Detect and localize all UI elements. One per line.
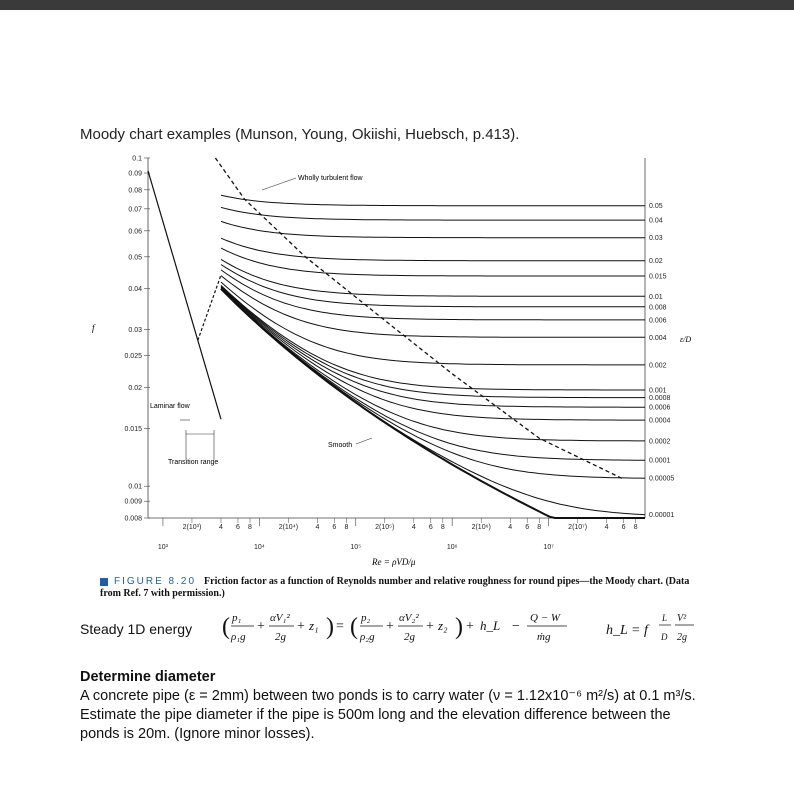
energy-label: Steady 1D energy (80, 621, 193, 637)
problem-title: Determine diameter (80, 669, 216, 685)
plus-2: + (297, 619, 305, 634)
x-minor-label: 8 (440, 524, 445, 531)
x-minor-label: 2(10³) (182, 524, 202, 531)
roughness-curve (221, 221, 645, 237)
roughness-label: 0.002 (649, 362, 667, 370)
darcy-2g: 2g (677, 632, 687, 643)
y-tick-label: 0.09 (128, 170, 142, 178)
roughness-curve (221, 238, 645, 261)
x-major-label: 10⁶ (446, 544, 458, 551)
y-tick-label: 0.07 (128, 206, 142, 214)
roughness-label: 0.004 (649, 334, 667, 342)
equals: = (336, 619, 344, 634)
roughness-curve (221, 270, 645, 320)
turbulent-label: Wholly turbulent flow (298, 175, 363, 182)
x-major-label: 10⁷ (543, 544, 554, 551)
y-tick-label: 0.04 (128, 286, 142, 294)
roughness-label: 0.00001 (649, 512, 675, 520)
eq-qw: Q − W (530, 612, 561, 624)
eq-rho-g1: ρ₁g (231, 631, 246, 643)
y-tick-label: 0.008 (124, 515, 142, 523)
y-tick-label: 0.05 (128, 254, 142, 262)
paren-open-2: ( (350, 614, 358, 640)
x-minor-label: 4 (315, 524, 320, 531)
f-axis-label: f (92, 323, 95, 333)
paren-open-1: ( (222, 614, 230, 640)
paren-close-1: ) (326, 614, 334, 640)
x-minor-label: 4 (604, 524, 609, 531)
roughness-curve (221, 248, 645, 276)
roughness-label: 0.00005 (649, 475, 675, 483)
eq-2g-1: 2g (275, 631, 286, 643)
problem-line-2: Estimate the pipe diameter if the pipe is 500m long and the elevation difference between the (80, 707, 671, 723)
minus: − (512, 619, 520, 634)
x-minor-label: 4 (219, 524, 223, 531)
plus-4: + (426, 619, 434, 634)
roughness-curve (221, 207, 645, 220)
roughness-label: 0.015 (649, 273, 667, 281)
x-minor-label: 6 (332, 524, 337, 531)
y-tick-label: 0.009 (124, 498, 142, 506)
laminar-label: Laminar flow (150, 403, 190, 410)
plus-5: + (466, 619, 474, 634)
x-minor-label: 2(10⁵) (375, 524, 395, 531)
smooth-arrow (356, 438, 372, 444)
roughness-label: 0.0008 (649, 395, 671, 403)
roughness-label: 0.04 (649, 217, 663, 225)
roughness-label: 0.006 (649, 317, 667, 325)
energy-equation (222, 606, 702, 652)
y-tick-label: 0.06 (128, 228, 142, 236)
eq-p1: p₁ (232, 612, 242, 624)
x-minor-label: 6 (236, 524, 240, 531)
plus-3: + (386, 619, 394, 634)
x-minor-label: 8 (537, 524, 542, 531)
x-minor-label: 6 (428, 524, 433, 531)
laminar-line (148, 171, 221, 419)
smooth-curve (221, 289, 645, 518)
darcy-lhs: h_L = f (606, 623, 648, 638)
x-major-label: 10⁵ (350, 544, 362, 551)
rel-rough-label: ε/D (680, 335, 692, 344)
roughness-label: 0.0002 (649, 438, 671, 446)
turbulent-arrow (262, 178, 296, 190)
darcy-L: L (662, 613, 668, 623)
roughness-curve (221, 289, 645, 478)
x-minor-label: 6 (621, 524, 626, 531)
x-minor-label: 8 (633, 524, 638, 531)
roughness-label: 0.0004 (649, 417, 671, 425)
x-minor-label: 6 (525, 524, 530, 531)
problem-statement (80, 668, 760, 744)
x-minor-label: 2(10⁷) (568, 524, 588, 531)
problem-line-1: A concrete pipe (ε = 2mm) between two ponds is to carry water (ν = 1.12x10⁻⁶ m²/s) at 0.1 m³/s. (80, 688, 696, 704)
roughness-label: 0.01 (649, 293, 663, 301)
problem-line-3: ponds is 20m. (Ignore minor losses). (80, 726, 315, 742)
roughness-label: 0.001 (649, 387, 667, 395)
x-axis-label: Re = ρVD/μ (372, 557, 416, 567)
x-minor-label: 8 (248, 524, 252, 531)
eq-av1: αV₁² (270, 612, 290, 624)
figure-caption (100, 576, 700, 600)
caption-text: Friction factor as a function of Reynolds number and relative roughness for round pipes—the Moody chart. (Data from Ref. 7 with permission.) (100, 576, 690, 599)
eq-p2: p₂ (361, 612, 371, 624)
roughness-label: 0.02 (649, 258, 663, 266)
x-major-label: 10⁴ (253, 544, 265, 551)
y-tick-label: 0.03 (128, 327, 142, 335)
x-major-label: 10³ (157, 544, 168, 551)
roughness-curve (221, 259, 645, 296)
caption-marker (100, 578, 108, 586)
eq-2g-2: 2g (404, 631, 415, 643)
plus-1: + (257, 619, 265, 634)
roughness-curve (221, 195, 645, 205)
roughness-label: 0.008 (649, 304, 667, 312)
eq-z1: z₁ (309, 618, 319, 633)
eq-mg: ṁg (537, 631, 551, 643)
transition-label: Transition range (168, 459, 219, 466)
paren-close-2: ) (455, 614, 463, 640)
eq-z2: z₂ (438, 618, 448, 633)
eq-hl: h_L (480, 618, 501, 633)
roughness-curve (221, 282, 645, 365)
eq-av2: αV₂² (399, 612, 419, 624)
x-minor-label: 4 (411, 524, 416, 531)
darcy-D: D (661, 632, 668, 642)
smooth-label: Smooth (328, 442, 353, 449)
roughness-label: 0.05 (649, 203, 663, 211)
x-minor-label: 8 (344, 524, 349, 531)
x-minor-label: 2(10⁴) (278, 524, 299, 531)
roughness-label: 0.0006 (649, 404, 671, 412)
eq-rho-g2: ρ₂g (360, 631, 375, 643)
roughness-curve (221, 288, 645, 421)
laminar-dashed (198, 275, 221, 340)
darcy-V2: V² (677, 613, 687, 624)
y-tick-label: 0.1 (132, 155, 142, 163)
figure-label: FIGURE 8.20 (114, 576, 197, 587)
page-heading: Moody chart examples (Munson, Young, Okiishi, Huebsch, p.413). (80, 126, 520, 143)
roughness-label: 0.03 (649, 235, 663, 243)
y-tick-label: 0.02 (128, 384, 142, 392)
roughness-label: 0.0001 (649, 457, 671, 465)
y-tick-label: 0.025 (124, 353, 142, 361)
y-tick-label: 0.01 (128, 483, 142, 491)
y-tick-label: 0.015 (124, 425, 142, 433)
y-tick-label: 0.08 (128, 187, 142, 195)
x-minor-label: 4 (508, 524, 513, 531)
x-minor-label: 2(10⁶) (471, 524, 491, 531)
